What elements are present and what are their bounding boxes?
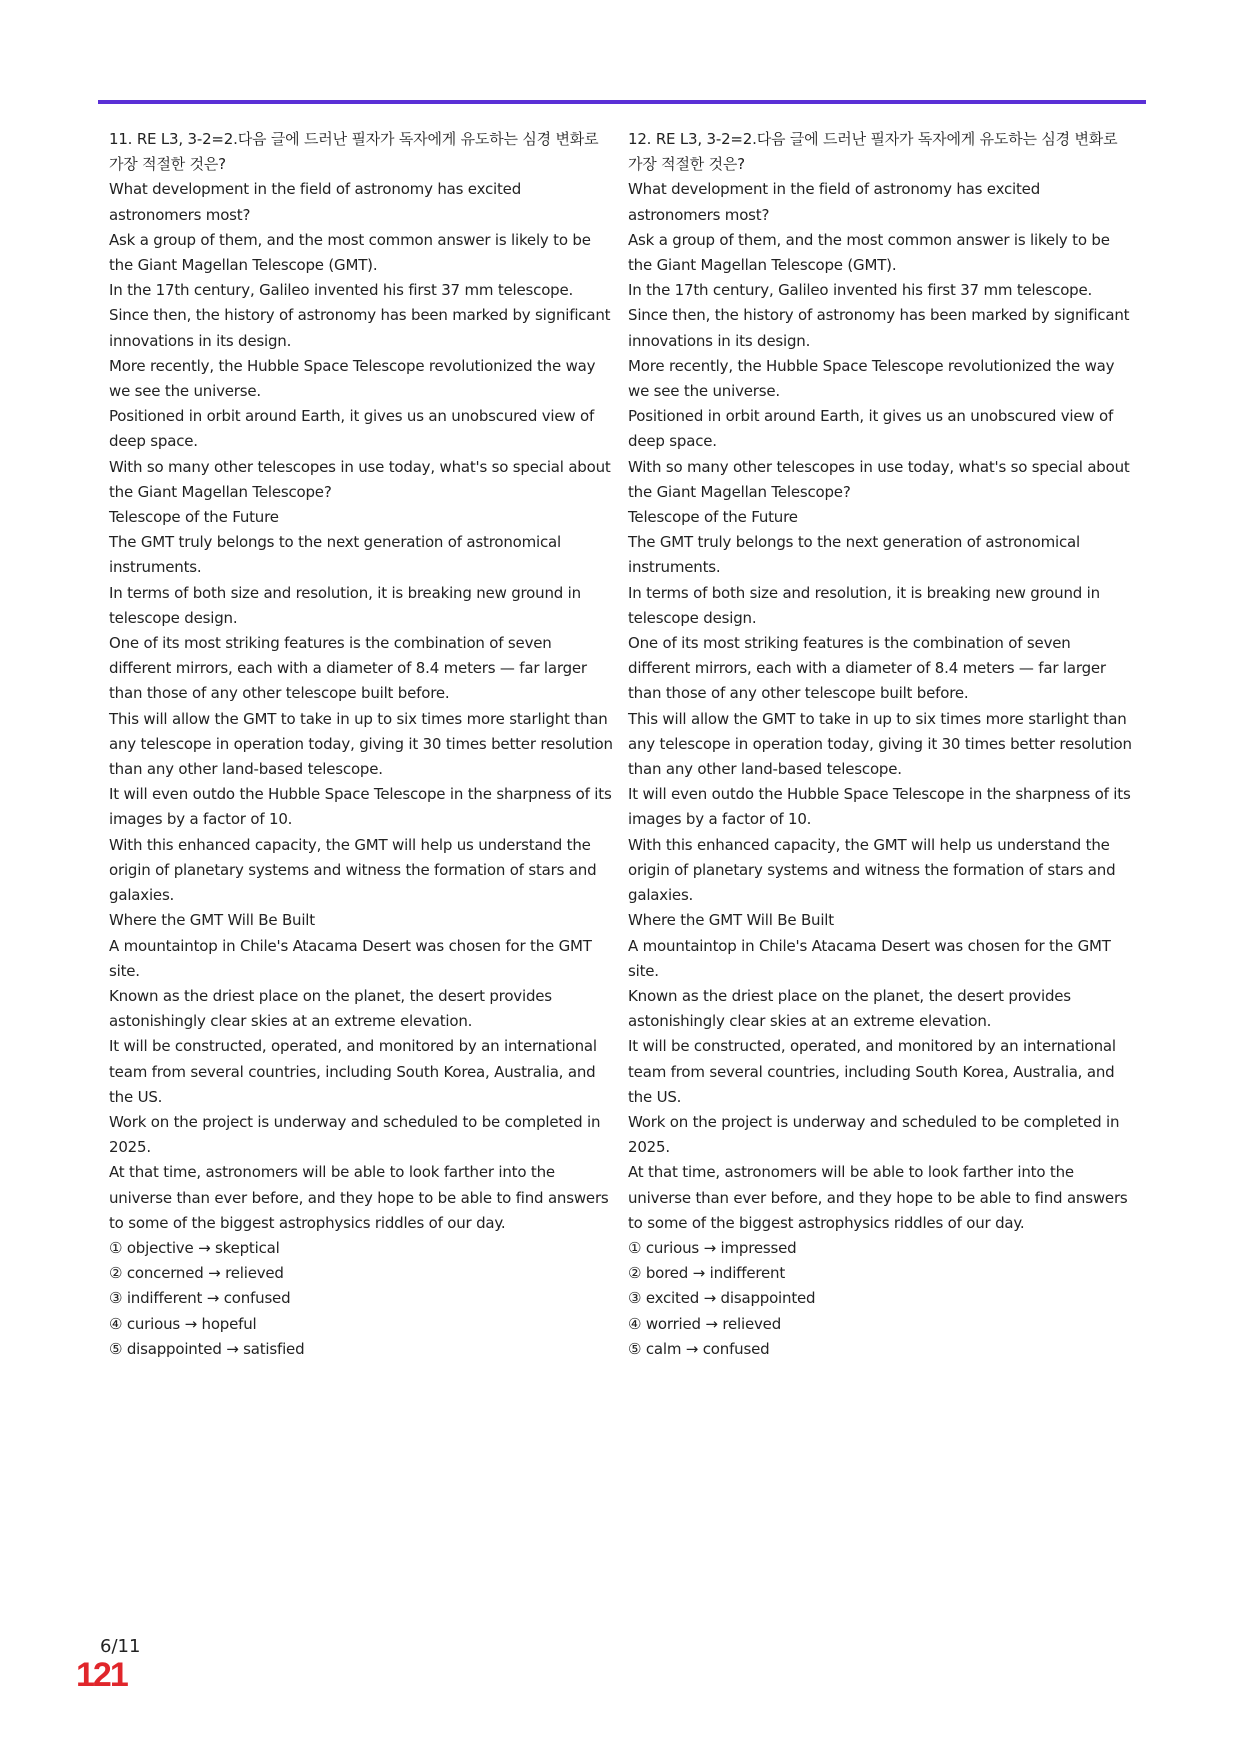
passage-line: It will be constructed, operated, and monitored by an international team from several countries, including South Korea, Australia, and the US. [109, 1037, 597, 1106]
passage-subheading: Where the GMT Will Be Built [109, 911, 315, 930]
passage-subheading: Where the GMT Will Be Built [628, 911, 834, 930]
answer-option-2[interactable]: ② concerned → relieved [109, 1264, 284, 1283]
passage-line: With this enhanced capacity, the GMT will help us understand the origin of planetary systems and witness the formation of stars and galaxies. [628, 835, 1116, 905]
passage-line: In terms of both size and resolution, it is breaking new ground in telescope design. [109, 583, 581, 627]
passage-line: Positioned in orbit around Earth, it gives us an unobscured view of deep space. [628, 407, 1114, 451]
passage [109, 177, 614, 1236]
passage-line: With this enhanced capacity, the GMT will help us understand the origin of planetary systems and witness the formation of stars and galaxies. [109, 835, 597, 905]
passage-line: More recently, the Hubble Space Telescope revolutionized the way we see the universe. [109, 356, 596, 401]
answer-option-5[interactable]: ⑤ disappointed → satisfied [109, 1339, 305, 1358]
passage-line: Work on the project is underway and scheduled to be completed in 2025. [628, 1112, 1120, 1157]
passage-line: Since then, the history of astronomy has been marked by significant innovations in its design. [109, 306, 611, 350]
passage-line: Ask a group of them, and the most common answer is likely to be the Giant Magellan Telescope (GMT). [109, 230, 591, 275]
passage-line: One of its most striking features is the combination of seven different mirrors, each with a diameter of 8.4 meters — far larger than those of any other telescope built before. [628, 634, 1106, 703]
answer-options [628, 1236, 1133, 1362]
passage-line: It will even outdo the Hubble Space Telescope in the sharpness of its images by a factor of 10. [109, 785, 612, 829]
passage-line: Work on the project is underway and scheduled to be completed in 2025. [109, 1112, 601, 1157]
question-header: 12. RE L3, 3-2=2.다음 글에 드러난 필자가 독자에게 유도하는 심경 변화로 가장 적절한 것은? [628, 130, 1118, 174]
answer-option-1[interactable]: ① curious → impressed [628, 1238, 797, 1257]
answer-options [109, 1236, 614, 1362]
passage-line: The GMT truly belongs to the next generation of astronomical instruments. [628, 533, 1080, 577]
passage-line: In the 17th century, Galileo invented his first 37 mm telescope. [628, 281, 1093, 300]
answer-option-4[interactable]: ④ worried → relieved [628, 1314, 782, 1333]
answer-option-5[interactable]: ⑤ calm → confused [628, 1339, 770, 1358]
header-rule [98, 100, 1146, 104]
question-11 [109, 127, 614, 1362]
passage-line: More recently, the Hubble Space Telescope revolutionized the way we see the universe. [628, 356, 1115, 401]
passage-line: At that time, astronomers will be able to look farther into the universe than ever before, and they hope to be able to find answers to some of the biggest astrophysics riddles of our day. [628, 1163, 1128, 1232]
question-header: 11. RE L3, 3-2=2.다음 글에 드러난 필자가 독자에게 유도하는 심경 변화로 가장 적절한 것은? [109, 130, 599, 174]
passage-line: It will be constructed, operated, and monitored by an international team from several countries, including South Korea, Australia, and the US. [628, 1037, 1116, 1106]
answer-option-2[interactable]: ② bored → indifferent [628, 1264, 786, 1283]
passage-line: What development in the field of astronomy has excited astronomers most? [109, 180, 522, 224]
page-number: 6/11 [100, 1636, 141, 1657]
answer-option-3[interactable]: ③ excited → disappointed [628, 1289, 816, 1308]
answer-option-1[interactable]: ① objective → skeptical [109, 1238, 280, 1257]
passage-line: One of its most striking features is the combination of seven different mirrors, each with a diameter of 8.4 meters — far larger than those of any other telescope built before. [109, 634, 587, 703]
passage-line: Since then, the history of astronomy has been marked by significant innovations in its design. [628, 306, 1130, 350]
passage-line: The GMT truly belongs to the next generation of astronomical instruments. [109, 533, 561, 577]
passage-line: With so many other telescopes in use today, what's so special about the Giant Magellan Telescope? [109, 457, 611, 501]
passage-line: In the 17th century, Galileo invented his first 37 mm telescope. [109, 281, 574, 300]
passage-line: A mountaintop in Chile's Atacama Desert was chosen for the GMT site. [628, 936, 1111, 980]
passage-line: A mountaintop in Chile's Atacama Desert was chosen for the GMT site. [109, 936, 592, 980]
passage-line: With so many other telescopes in use today, what's so special about the Giant Magellan Telescope? [628, 457, 1130, 501]
passage-line: In terms of both size and resolution, it is breaking new ground in telescope design. [628, 583, 1100, 627]
passage-subheading: Telescope of the Future [109, 508, 279, 527]
passage-subheading: Telescope of the Future [628, 508, 798, 527]
passage-line: Ask a group of them, and the most common answer is likely to be the Giant Magellan Telescope (GMT). [628, 230, 1110, 275]
answer-option-4[interactable]: ④ curious → hopeful [109, 1314, 257, 1333]
passage-line: At that time, astronomers will be able to look farther into the universe than ever before, and they hope to be able to find answers to some of the biggest astrophysics riddles of our day. [109, 1163, 609, 1232]
question-12 [628, 127, 1133, 1362]
passage [628, 177, 1133, 1236]
passage-line: It will even outdo the Hubble Space Telescope in the sharpness of its images by a factor of 10. [628, 785, 1131, 829]
publisher-logo: 121 [76, 1656, 127, 1694]
passage-line: What development in the field of astronomy has excited astronomers most? [628, 180, 1041, 224]
passage-line: Known as the driest place on the planet, the desert provides astonishingly clear skies at an extreme elevation. [628, 986, 1071, 1031]
answer-option-3[interactable]: ③ indifferent → confused [109, 1289, 291, 1308]
passage-line: This will allow the GMT to take in up to six times more starlight than any telescope in operation today, giving it 30 times better resolution than any other land-based telescope. [109, 709, 613, 779]
passage-line: Known as the driest place on the planet, the desert provides astonishingly clear skies at an extreme elevation. [109, 986, 552, 1031]
passage-line: Positioned in orbit around Earth, it gives us an unobscured view of deep space. [109, 407, 595, 451]
passage-line: This will allow the GMT to take in up to six times more starlight than any telescope in operation today, giving it 30 times better resolution than any other land-based telescope. [628, 709, 1132, 779]
